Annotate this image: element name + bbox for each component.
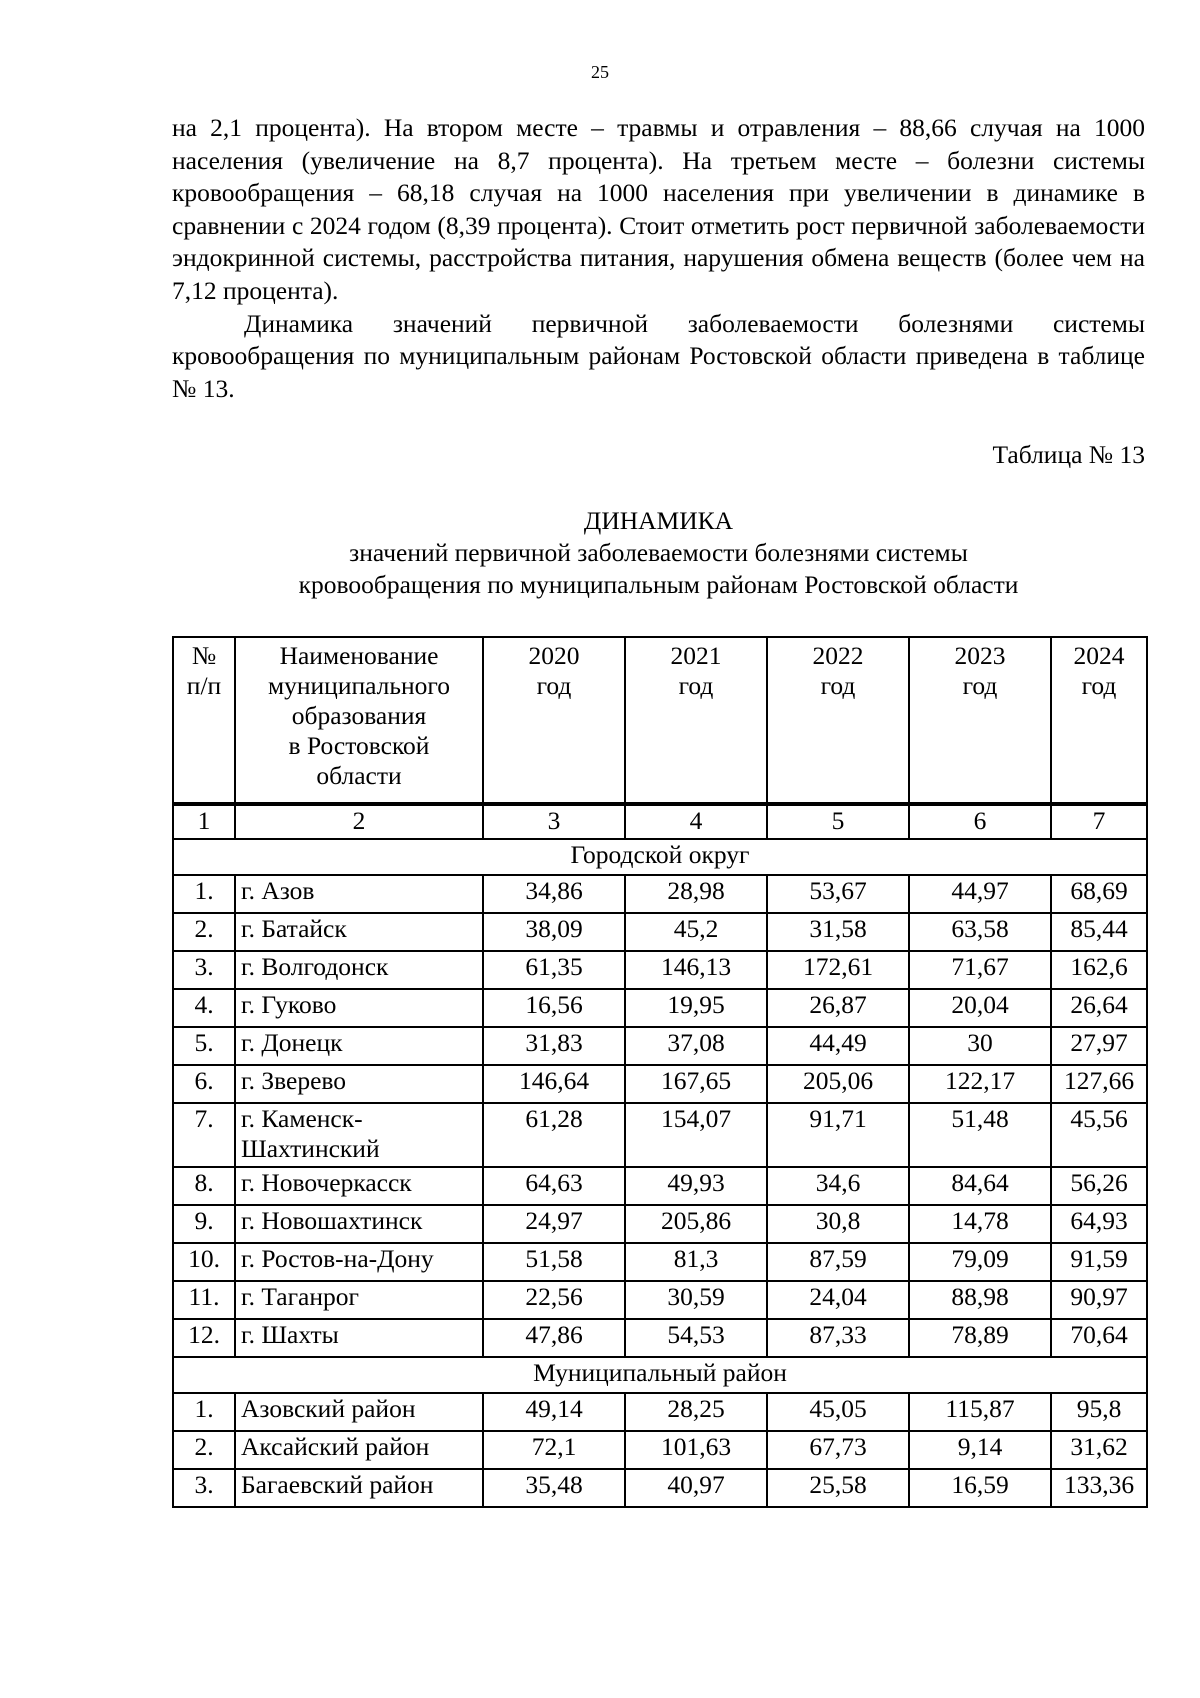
table-row [173, 875, 1147, 913]
row-num: 3. [173, 1469, 235, 1507]
cell-2024: 91,59 [1051, 1243, 1147, 1281]
cell-2022: 205,06 [767, 1065, 909, 1103]
section-row [173, 1357, 1147, 1393]
cell-2021: 37,08 [625, 1027, 767, 1065]
row-num: 4. [173, 989, 235, 1027]
cell-2022: 87,33 [767, 1319, 909, 1357]
cell-2022: 45,05 [767, 1393, 909, 1431]
cell-2023: 20,04 [909, 989, 1051, 1027]
cell-2023: 16,59 [909, 1469, 1051, 1507]
row-name: Аксайский район [235, 1431, 483, 1469]
cell-2021: 54,53 [625, 1319, 767, 1357]
header-name: Наименование муниципального образования в Ростовской области [235, 637, 483, 804]
cell-2022: 34,6 [767, 1167, 909, 1205]
cell-2024: 64,93 [1051, 1205, 1147, 1243]
row-name: г. Зверево [235, 1065, 483, 1103]
table-row [173, 1167, 1147, 1205]
cell-2023: 79,09 [909, 1243, 1051, 1281]
cell-2022: 44,49 [767, 1027, 909, 1065]
cell-2020: 61,28 [483, 1103, 625, 1167]
header-2020: 2020 год [483, 637, 625, 804]
row-name: г. Азов [235, 875, 483, 913]
header-2024: 2024 год [1051, 637, 1147, 804]
cell-2022: 87,59 [767, 1243, 909, 1281]
row-name: Багаевский район [235, 1469, 483, 1507]
cell-2023: 88,98 [909, 1281, 1051, 1319]
header-num: № п/п [173, 637, 235, 804]
cell-2022: 53,67 [767, 875, 909, 913]
title-line-2: значений первичной заболеваемости болезнями системы [349, 538, 968, 567]
cell-2021: 167,65 [625, 1065, 767, 1103]
cell-2023: 30 [909, 1027, 1051, 1065]
cell-2022: 25,58 [767, 1469, 909, 1507]
cell-2021: 40,97 [625, 1469, 767, 1507]
cell-2024: 162,6 [1051, 951, 1147, 989]
section-row [173, 839, 1147, 875]
table-row [173, 1431, 1147, 1469]
table-row [173, 913, 1147, 951]
paragraph-2: Динамика значений первичной заболеваемости болезнями системы кровообращения по муниципальным районам Ростовской области приведена в таблице № 13. [172, 308, 1145, 403]
cell-2022: 91,71 [767, 1103, 909, 1167]
cell-2021: 28,25 [625, 1393, 767, 1431]
column-number: 2 [235, 804, 483, 839]
table-row [173, 1281, 1147, 1319]
cell-2021: 101,63 [625, 1431, 767, 1469]
header-2023: 2023 год [909, 637, 1051, 804]
cell-2021: 45,2 [625, 913, 767, 951]
row-name: г. Новочеркасск [235, 1167, 483, 1205]
row-num: 6. [173, 1065, 235, 1103]
row-num: 5. [173, 1027, 235, 1065]
row-name: г. Донецк [235, 1027, 483, 1065]
cell-2020: 24,97 [483, 1205, 625, 1243]
cell-2020: 34,86 [483, 875, 625, 913]
row-num: 2. [173, 1431, 235, 1469]
table-row [173, 1027, 1147, 1065]
cell-2024: 133,36 [1051, 1469, 1147, 1507]
cell-2022: 172,61 [767, 951, 909, 989]
cell-2022: 26,87 [767, 989, 909, 1027]
cell-2020: 72,1 [483, 1431, 625, 1469]
column-number: 7 [1051, 804, 1147, 839]
page-number: 25 [591, 62, 609, 82]
column-number-row [173, 804, 1147, 839]
cell-2023: 78,89 [909, 1319, 1051, 1357]
cell-2024: 27,97 [1051, 1027, 1147, 1065]
row-num: 2. [173, 913, 235, 951]
table-row [173, 1319, 1147, 1357]
row-num: 1. [173, 875, 235, 913]
cell-2021: 146,13 [625, 951, 767, 989]
cell-2024: 95,8 [1051, 1393, 1147, 1431]
row-num: 3. [173, 951, 235, 989]
row-num: 11. [173, 1281, 235, 1319]
row-num: 10. [173, 1243, 235, 1281]
cell-2020: 47,86 [483, 1319, 625, 1357]
table-row [173, 989, 1147, 1027]
cell-2020: 16,56 [483, 989, 625, 1027]
row-name: г. Каменск- Шахтинский [235, 1103, 483, 1167]
cell-2024: 90,97 [1051, 1281, 1147, 1319]
cell-2021: 19,95 [625, 989, 767, 1027]
data-table [172, 636, 1148, 1508]
row-num: 7. [173, 1103, 235, 1167]
header-row [173, 637, 1147, 804]
table-label: Таблица № 13 [992, 440, 1145, 469]
cell-2020: 35,48 [483, 1469, 625, 1507]
row-name: г. Волгодонск [235, 951, 483, 989]
cell-2024: 70,64 [1051, 1319, 1147, 1357]
cell-2021: 81,3 [625, 1243, 767, 1281]
cell-2023: 115,87 [909, 1393, 1051, 1431]
cell-2021: 154,07 [625, 1103, 767, 1167]
cell-2020: 61,35 [483, 951, 625, 989]
row-name: г. Батайск [235, 913, 483, 951]
row-name: г. Таганрог [235, 1281, 483, 1319]
column-number: 3 [483, 804, 625, 839]
cell-2020: 146,64 [483, 1065, 625, 1103]
cell-2022: 67,73 [767, 1431, 909, 1469]
section-title: Муниципальный район [173, 1357, 1147, 1393]
table-row [173, 951, 1147, 989]
table-row [173, 1393, 1147, 1431]
row-num: 12. [173, 1319, 235, 1357]
row-num: 8. [173, 1167, 235, 1205]
column-number: 4 [625, 804, 767, 839]
cell-2024: 31,62 [1051, 1431, 1147, 1469]
cell-2023: 63,58 [909, 913, 1051, 951]
cell-2021: 28,98 [625, 875, 767, 913]
table-row [173, 1103, 1147, 1167]
cell-2022: 31,58 [767, 913, 909, 951]
row-name: г. Новошахтинск [235, 1205, 483, 1243]
cell-2023: 122,17 [909, 1065, 1051, 1103]
cell-2023: 14,78 [909, 1205, 1051, 1243]
cell-2021: 205,86 [625, 1205, 767, 1243]
row-name: Азовский район [235, 1393, 483, 1431]
section-title: Городской округ [173, 839, 1147, 875]
cell-2023: 44,97 [909, 875, 1051, 913]
table-row [173, 1205, 1147, 1243]
table-title [172, 505, 1145, 601]
row-name: г. Ростов-на-Дону [235, 1243, 483, 1281]
table-row [173, 1243, 1147, 1281]
title-line-1: ДИНАМИКА [583, 506, 734, 535]
row-name: г. Шахты [235, 1319, 483, 1357]
header-2022: 2022 год [767, 637, 909, 804]
title-line-3: кровообращения по муниципальным районам Ростовской области [298, 570, 1019, 599]
cell-2021: 30,59 [625, 1281, 767, 1319]
cell-2020: 49,14 [483, 1393, 625, 1431]
row-num: 9. [173, 1205, 235, 1243]
cell-2020: 22,56 [483, 1281, 625, 1319]
cell-2023: 84,64 [909, 1167, 1051, 1205]
cell-2024: 45,56 [1051, 1103, 1147, 1167]
cell-2024: 85,44 [1051, 913, 1147, 951]
cell-2023: 51,48 [909, 1103, 1051, 1167]
cell-2024: 68,69 [1051, 875, 1147, 913]
paragraph-1: на 2,1 процента). На втором месте – травмы и отравления – 88,66 случая на 1000 населения (увеличение на 8,7 процента). На третьем месте – болезни системы кровообращения – 68,18 случая на 1000 населения при увеличении в динамике в сравнении с 2024 годом (8,39 процента). Стоит отметить рост первичной заболеваемости эндокринной системы, расстройства питания, нарушения обмена веществ (более чем на 7,12 процента). [172, 113, 1145, 305]
body-text [172, 112, 1145, 405]
cell-2020: 31,83 [483, 1027, 625, 1065]
column-number: 5 [767, 804, 909, 839]
cell-2021: 49,93 [625, 1167, 767, 1205]
cell-2022: 30,8 [767, 1205, 909, 1243]
cell-2020: 38,09 [483, 913, 625, 951]
row-num: 1. [173, 1393, 235, 1431]
cell-2024: 127,66 [1051, 1065, 1147, 1103]
cell-2024: 56,26 [1051, 1167, 1147, 1205]
cell-2023: 71,67 [909, 951, 1051, 989]
table-row [173, 1469, 1147, 1507]
table-row [173, 1065, 1147, 1103]
cell-2020: 64,63 [483, 1167, 625, 1205]
cell-2020: 51,58 [483, 1243, 625, 1281]
column-number: 1 [173, 804, 235, 839]
row-name: г. Гуково [235, 989, 483, 1027]
header-2021: 2021 год [625, 637, 767, 804]
cell-2022: 24,04 [767, 1281, 909, 1319]
column-number: 6 [909, 804, 1051, 839]
cell-2024: 26,64 [1051, 989, 1147, 1027]
cell-2023: 9,14 [909, 1431, 1051, 1469]
